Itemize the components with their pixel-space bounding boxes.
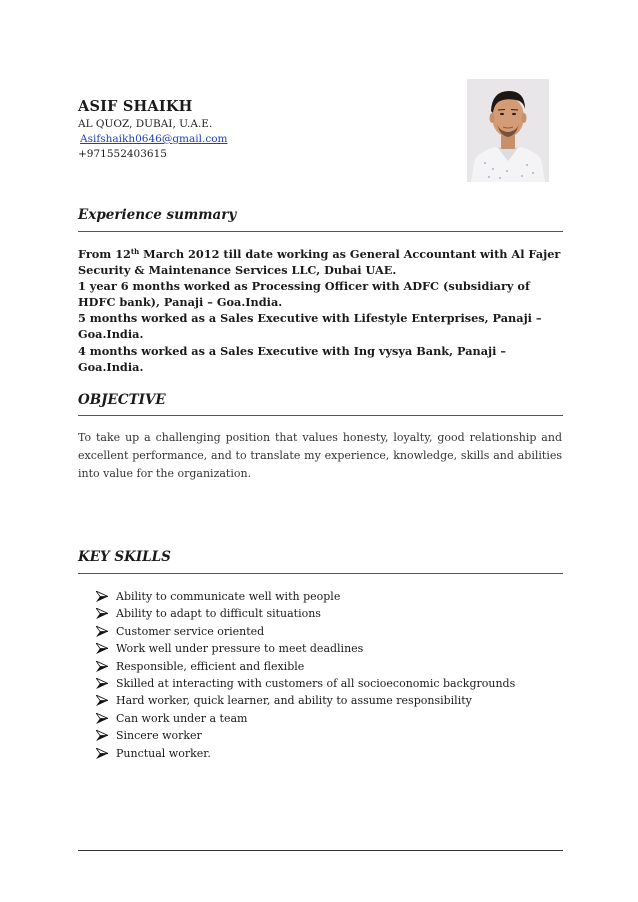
arrow-bullet-icon <box>96 661 108 672</box>
list-item: Work well under pressure to meet deadlines <box>96 640 515 657</box>
experience-summary <box>78 246 568 375</box>
arrow-bullet-icon <box>96 591 108 602</box>
phone: +971552403615 <box>78 148 167 160</box>
candidate-name: ASIF SHAIKH <box>78 98 193 115</box>
list-item: Ability to adapt to difficult situations <box>96 605 515 622</box>
profile-photo <box>467 79 549 182</box>
experience-entry: From 12th March 2012 till date working as General Accountant with Al Fajer Security & Maintenance Services LLC, Dubai UAE. <box>78 247 561 278</box>
arrow-bullet-icon <box>96 678 108 689</box>
address: AL QUOZ, DUBAI, U.A.E. <box>78 118 213 130</box>
objective-text: To take up a challenging position that values honesty, loyalty, good relationship and excellent performance, and to translate my experience, knowledge, skills and abilities into value for the organization. <box>78 431 562 480</box>
experience-entry: 5 months worked as a Sales Executive with Lifestyle Enterprises, Panaji – Goa.India. <box>78 311 542 342</box>
skills-list <box>96 588 515 762</box>
list-item: Responsible, efficient and flexible <box>96 658 515 675</box>
arrow-bullet-icon <box>96 643 108 654</box>
experience-entry: 1 year 6 months worked as Processing Officer with ADFC (subsidiary of HDFC bank), Panaji – Goa.India. <box>78 279 530 310</box>
arrow-bullet-icon <box>96 626 108 637</box>
skills-heading: KEY SKILLS <box>78 549 171 565</box>
arrow-bullet-icon <box>96 608 108 619</box>
objective-heading: OBJECTIVE <box>78 392 166 408</box>
list-item: Skilled at interacting with customers of all socioeconomic backgrounds <box>96 675 515 692</box>
experience-entry: 4 months worked as a Sales Executive with Ing vysya Bank, Panaji – Goa.India. <box>78 343 507 374</box>
section-divider <box>78 573 563 574</box>
list-item: Ability to communicate well with people <box>96 588 515 605</box>
experience-heading: Experience summary <box>78 207 237 223</box>
list-item: Punctual worker. <box>96 745 515 762</box>
arrow-bullet-icon <box>96 695 108 706</box>
contact-block <box>78 117 227 162</box>
section-divider <box>78 415 563 416</box>
arrow-bullet-icon <box>96 713 108 724</box>
list-item: Sincere worker <box>96 727 515 744</box>
list-item: Hard worker, quick learner, and ability to assume responsibility <box>96 692 515 709</box>
list-item: Customer service oriented <box>96 623 515 640</box>
list-item: Can work under a team <box>96 710 515 727</box>
section-divider <box>78 231 563 232</box>
arrow-bullet-icon <box>96 730 108 741</box>
footer-divider <box>78 850 563 851</box>
arrow-bullet-icon <box>96 748 108 759</box>
email-link[interactable]: Asifshaikh0646@gmail.com <box>80 133 228 145</box>
